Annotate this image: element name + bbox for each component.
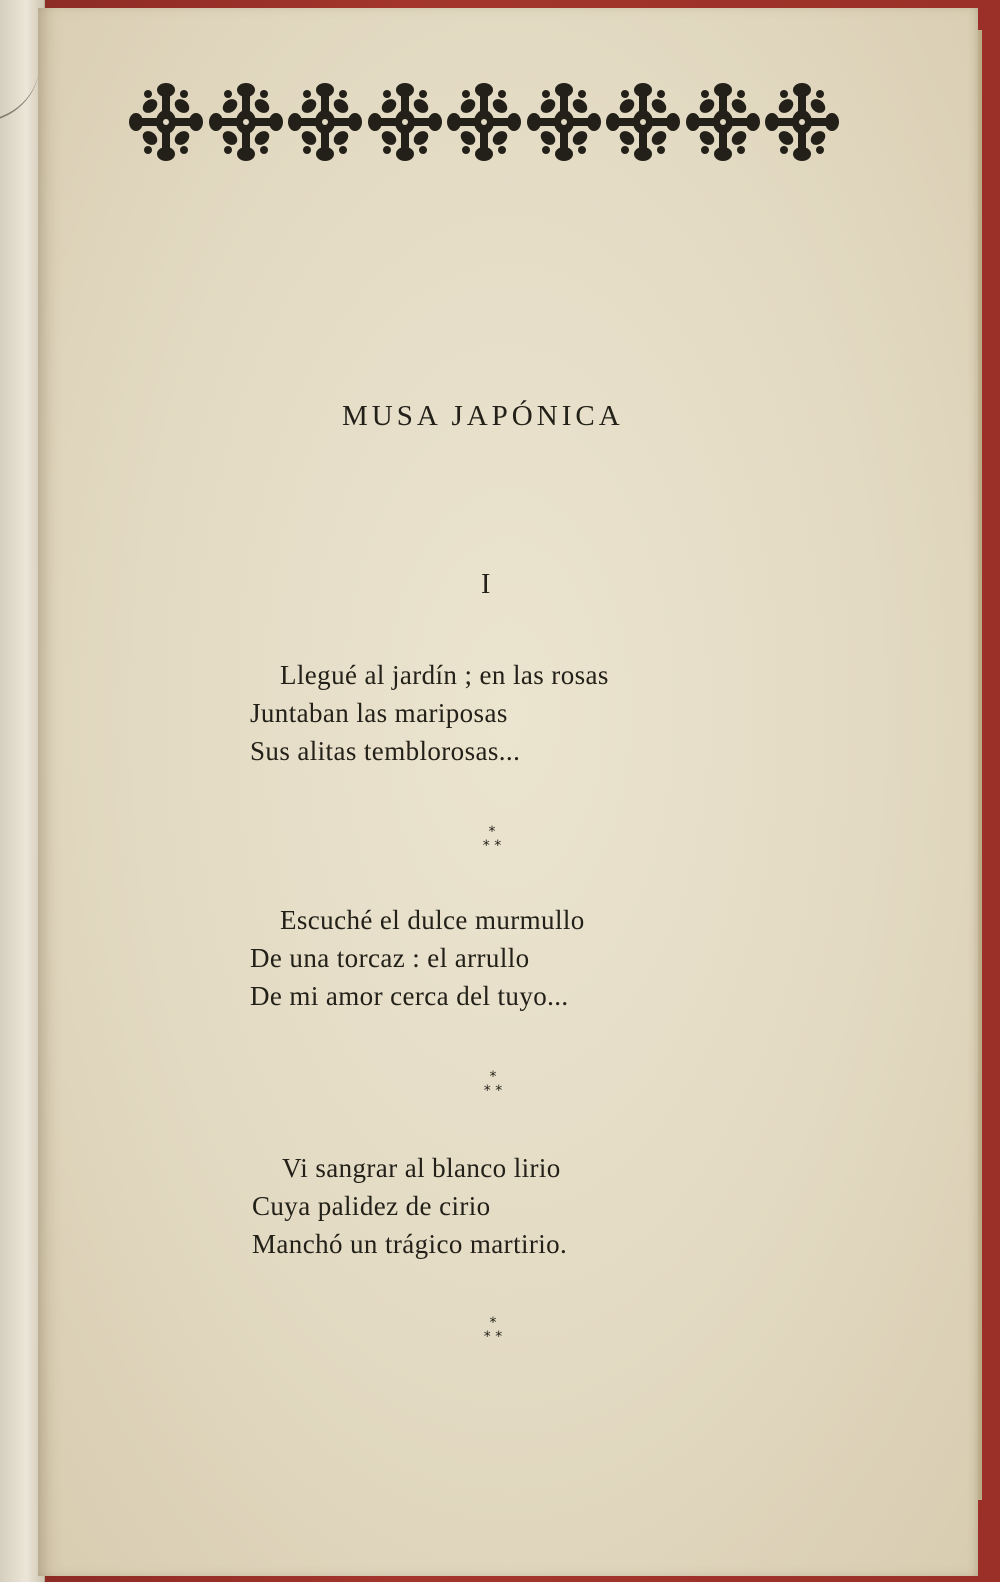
separator-star-top: * [489,1315,497,1331]
floral-cross-ornament-icon [764,80,840,164]
stanza-separator [473,1316,513,1344]
stanza-separator [472,825,512,853]
header-ornament-band [128,80,840,164]
separator-star-bottom: * * [483,1083,503,1099]
page-curl [0,60,40,122]
floral-cross-ornament-icon [287,80,363,164]
verse-line: Juntaban las mariposas [250,698,508,728]
stanza-separator [473,1070,513,1098]
verse-line: Llegué al jardín ; en las rosas [280,660,609,690]
verse-line: Cuya palidez de cirio [252,1191,491,1221]
floral-cross-ornament-icon [367,80,443,164]
verse-line: Sus alitas temblorosas... [250,736,521,766]
floral-cross-ornament-icon [685,80,761,164]
floral-cross-ornament-icon [128,80,204,164]
verse-line: De mi amor cerca del tuyo... [250,981,569,1011]
floral-cross-ornament-icon [446,80,522,164]
verse-line: Manchó un trágico martirio. [252,1229,568,1259]
verse-line: De una torcaz : el arrullo [250,943,530,973]
poem-title: MUSA JAPÓNICA [342,400,624,432]
separator-star-top: * [489,1069,497,1085]
floral-cross-ornament-icon [208,80,284,164]
separator-star-bottom: * * [483,1329,503,1345]
verse-line: Vi sangrar al blanco lirio [282,1153,561,1183]
separator-star-bottom: * * [482,838,502,854]
section-numeral: I [481,569,491,600]
separator-star-top: * [488,824,496,840]
floral-cross-ornament-icon [526,80,602,164]
verse-line: Escuché el dulce murmullo [280,905,585,935]
floral-cross-ornament-icon [605,80,681,164]
